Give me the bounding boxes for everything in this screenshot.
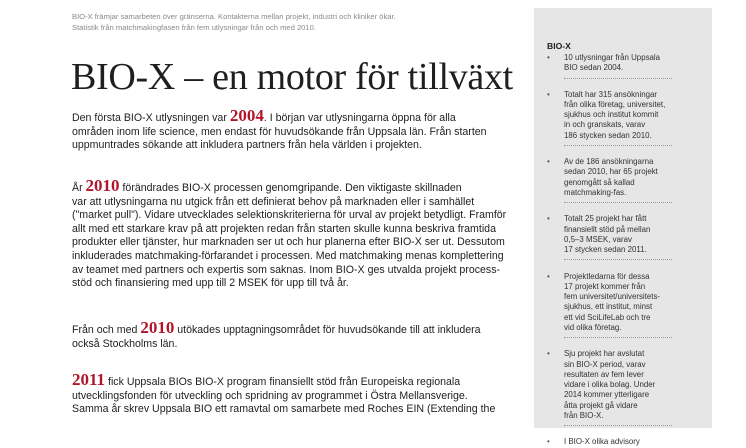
sidebar-fact-item <box>547 272 697 339</box>
dotted-divider <box>564 145 672 146</box>
sidebar-fact-line: 17 projekt kommer från <box>564 281 646 291</box>
dotted-divider <box>564 78 672 79</box>
sidebar-fact-line: I BIO-X olika advisory <box>564 437 640 447</box>
sidebar-fact-line: BIO sedan 2004. <box>564 63 624 73</box>
bullet-icon: • <box>547 271 550 281</box>
sidebar-fact-item <box>547 90 697 146</box>
bullet-icon: • <box>547 437 550 447</box>
sidebar-fact-line: vid olika företag. <box>564 322 622 332</box>
paragraph-line <box>72 370 495 390</box>
sidebar-fact-line: från olika företag, universitet, <box>564 99 666 109</box>
sidebar-fact-line: sjukhus, ett institut, minst <box>564 302 653 312</box>
paragraph-line: allt med ett starkare krav på att projekten redan från starten skulle kunna beskriva framtida <box>72 222 496 235</box>
paragraph-text: . I början var utlysningarna öppna för alla <box>263 112 456 124</box>
paragraph-line: stöd och finansiering med upp till 2 MSEK för upp till två år. <box>72 277 349 290</box>
bullet-icon: • <box>547 349 550 359</box>
sidebar-fact-line: sin BIO-X period, varav <box>564 359 646 369</box>
fact-sidebar <box>534 8 712 447</box>
sidebar-fact-line: in och granskats, varav <box>564 120 646 130</box>
year-highlight: 2010 <box>140 318 175 337</box>
page-title: BIO-X – en motor för tillväxt <box>71 56 513 98</box>
sidebar-fact-line: Sju projekt har avslutat <box>564 349 645 359</box>
paragraph-lead: Från och med <box>72 324 141 336</box>
sidebar-fact-line: vidare i olika bolag. Under <box>564 380 656 390</box>
sidebar-fact-text <box>564 90 697 141</box>
sidebar-fact-text <box>564 214 697 255</box>
sidebar-fact-line: matchmaking-fas. <box>564 187 627 197</box>
sidebar-fact-line: Projektledarna för dessa <box>564 271 650 281</box>
paragraph-line: var att utlysningarna nu utgick från ett definierat behov på marknaden eller i samhället <box>72 195 475 208</box>
sidebar-fact-text <box>564 157 697 198</box>
paragraph-line: också Stockholms län. <box>72 337 178 350</box>
paragraph-line <box>72 106 487 126</box>
bullet-icon: • <box>547 89 550 99</box>
dotted-divider <box>564 259 672 260</box>
sidebar-fact-line: 186 stycken sedan 2010. <box>564 130 652 140</box>
sidebar-fact-line: sjukhus och institut kommit <box>564 110 659 120</box>
paragraph-line: områden inom life science, men endast för huvudsökande från Uppsala län. Från starten <box>72 125 487 138</box>
sidebar-fact-line: Av de 186 ansökningarna <box>564 157 654 167</box>
sidebar-fact-line: 17 stycken sedan 2011. <box>564 245 647 255</box>
caption-line: Statistik från matchmakingfasen från fem utlysningar från och med 2010. <box>72 23 316 32</box>
paragraph-line: av teamet med partners och expertis som saknas. Inom BIO-X ges utvalda projekt process- <box>72 263 501 276</box>
sidebar-fact-text <box>564 437 697 447</box>
paragraph-line: uppmuntrades sökande att inkludera partners från hela världen i projekten. <box>72 139 422 152</box>
dotted-divider <box>564 425 672 426</box>
paragraph-lead: År <box>72 182 86 194</box>
sidebar-fact-item <box>547 53 697 79</box>
bullet-icon: • <box>547 214 550 224</box>
paragraph-text: fick Uppsala BIOs BIO-X program finansiellt stöd från Europeiska regionala <box>105 376 461 388</box>
sidebar-fact-text <box>564 272 697 334</box>
paragraph-2010-region <box>72 318 481 351</box>
paragraph-line: ("market pull"). Vidare utvecklades selektionskriterierna för urval av projekt betydligt. Framför <box>72 209 507 222</box>
sidebar-heading: BIO-X <box>547 41 571 51</box>
paragraph-line: Samma år skrev Uppsala BIO ett ramavtal om samarbete med Roches EIN (Extending the <box>72 403 496 416</box>
paragraph-2004 <box>72 106 487 153</box>
sidebar-fact-line: genomgått så kallad <box>564 177 635 187</box>
top-caption <box>72 11 472 33</box>
sidebar-fact-item <box>547 157 697 203</box>
paragraph-line: inkluderades matchmaking-förfarandet i processen. Med matchmaking menas komplettering <box>72 249 504 262</box>
sidebar-fact-item <box>547 214 697 260</box>
year-highlight: 2011 <box>72 370 106 389</box>
sidebar-fact-line: ett vid SciLifeLab och tre <box>564 312 651 322</box>
sidebar-fact-line: resultaten av fem lever <box>564 369 644 379</box>
caption-line: BIO-X främjar samarbeten över gränserna. Kontakterna mellan projekt, industri och kliniker ökar. <box>72 12 396 21</box>
sidebar-fact-text <box>564 349 697 421</box>
sidebar-fact-line: 2014 kommer ytterligare <box>564 390 650 400</box>
paragraph-2010-process <box>72 176 507 291</box>
paragraph-text: förändrades BIO-X processen genomgripande. Den viktigaste skillnaden <box>119 182 462 194</box>
sidebar-fact-line: finansiellt stöd på mellan <box>564 224 651 234</box>
sidebar-fact-line: sedan 2010, har 65 projekt <box>564 167 658 177</box>
paragraph-line <box>72 318 481 338</box>
year-highlight: 2010 <box>85 176 120 195</box>
sidebar-fact-line: 10 utlysningar från Uppsala <box>564 53 661 62</box>
sidebar-fact-line: åtta projekt gå vidare <box>564 400 638 410</box>
sidebar-fact-line: 0,5–3 MSEK, varav <box>564 234 632 244</box>
bullet-icon: • <box>547 53 550 62</box>
dotted-divider <box>564 202 672 203</box>
sidebar-fact-line: Totalt 25 projekt har fått <box>564 214 647 224</box>
sidebar-fact-item <box>547 349 697 426</box>
sidebar-fact-line: Totalt har 315 ansökningar <box>564 89 657 99</box>
paragraph-2011 <box>72 370 496 417</box>
sidebar-fact-item <box>547 437 697 447</box>
paragraph-text: utökades upptagningsområdet för huvudsökande till att inkludera <box>174 324 481 336</box>
paragraph-line <box>72 176 506 196</box>
paragraph-lead: Den första BIO-X utlysningen var <box>72 112 230 124</box>
sidebar-fact-line: från BIO-X. <box>564 411 604 421</box>
paragraph-line: produkter eller tjänster, hur marknaden ser ut och hur planerna efter BIO-X ser ut. Dessutom <box>72 236 505 249</box>
year-highlight: 2004 <box>229 106 264 125</box>
sidebar-fact-line: fem universitet/universitets- <box>564 292 661 302</box>
sidebar-fact-text <box>564 53 697 74</box>
dotted-divider <box>564 337 672 338</box>
bullet-icon: • <box>547 157 550 167</box>
paragraph-line: utvecklingsfonden för utveckling och spridning av programmet i Östra Mellansverige. <box>72 389 468 402</box>
